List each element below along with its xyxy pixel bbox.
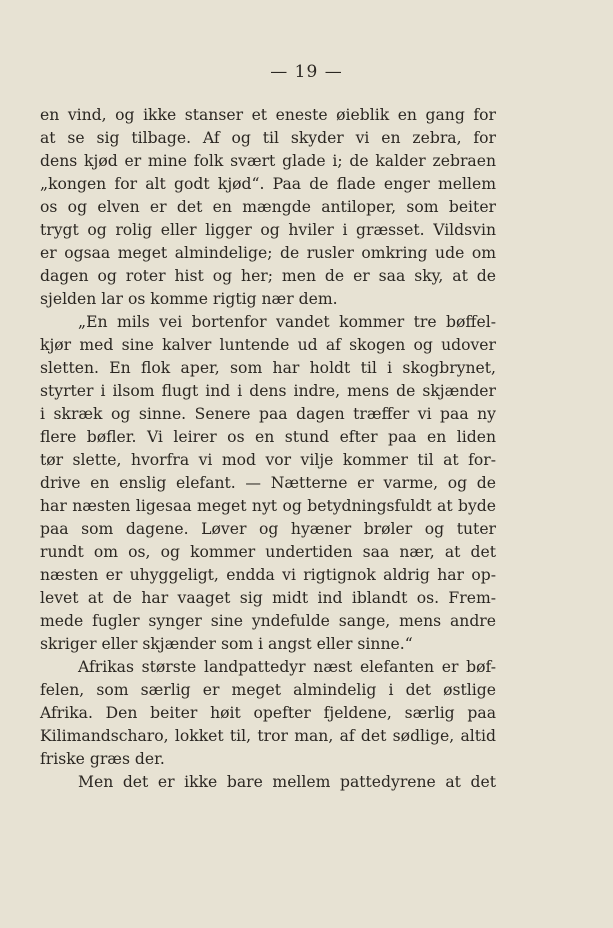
text-line: paa som dagene. Løver og hyæner brøler og tuter: [40, 520, 496, 538]
text-line: „En mils vei bortenfor vandet kommer tre bøffel-: [78, 313, 496, 331]
text-line: dens kjød er mine folk svært glade i; de kalder zebraen: [40, 152, 496, 170]
text-line: „kongen for alt godt kjød“. Paa de flade enger mellem: [40, 175, 496, 193]
text-line: os og elven er det en mængde antiloper, som beiter: [40, 198, 496, 216]
text-line: næsten er uhyggeligt, endda vi rigtignok aldrig har op-: [40, 566, 496, 584]
text-line: sletten. En flok aper, som har holdt til i skogbrynet,: [40, 359, 496, 377]
page-number: — 19 —: [270, 62, 343, 82]
text-line: er ogsaa meget almindelige; de rusler omkring ude om: [40, 244, 496, 262]
text-line: skriger eller skjænder som i angst eller sinne.“: [40, 635, 413, 653]
text-line: en vind, og ikke stanser et eneste øieblik en gang for: [40, 106, 496, 124]
text-line: Men det er ikke bare mellem pattedyrene at det: [78, 773, 496, 791]
text-line: styrter i ilsom flugt ind i dens indre, mens de skjænder: [40, 382, 496, 400]
text-line: Afrika. Den beiter høit opefter fjeldene, særlig paa: [40, 704, 496, 722]
text-line: flere bøfler. Vi leirer os en stund efter paa en liden: [40, 428, 496, 446]
text-line: felen, som særlig er meget almindelig i det østlige: [40, 681, 496, 699]
text-line: friske græs der.: [40, 750, 165, 768]
body-text: [40, 104, 496, 794]
text-line: i skræk og sinne. Senere paa dagen træffer vi paa ny: [40, 405, 496, 423]
text-line: kjør med sine kalver luntende ud af skogen og udover: [40, 336, 496, 354]
text-line: sjelden lar os komme rigtig nær dem.: [40, 290, 338, 308]
text-line: Afrikas største landpattedyr næst elefanten er bøf-: [78, 658, 496, 676]
text-line: mede fugler synger sine yndefulde sange, mens andre: [40, 612, 496, 630]
text-line: har næsten ligesaa meget nyt og betydningsfuldt at byde: [40, 497, 496, 515]
text-line: at se sig tilbage. Af og til skyder vi en zebra, for: [40, 129, 496, 147]
text-line: trygt og rolig eller ligger og hviler i græsset. Vildsvin: [40, 221, 496, 239]
text-line: tør slette, hvorfra vi mod vor vilje kommer til at for-: [40, 451, 496, 469]
text-line: dagen og roter hist og her; men de er saa sky, at de: [40, 267, 496, 285]
text-line: Kilimandscharo, lokket til, tror man, af det sødlige, altid: [40, 727, 496, 745]
text-line: rundt om os, og kommer undertiden saa nær, at det: [40, 543, 496, 561]
text-line: levet at de har vaaget sig midt ind iblandt os. Frem-: [40, 589, 496, 607]
text-line: drive en enslig elefant. — Nætterne er varme, og de: [40, 474, 496, 492]
